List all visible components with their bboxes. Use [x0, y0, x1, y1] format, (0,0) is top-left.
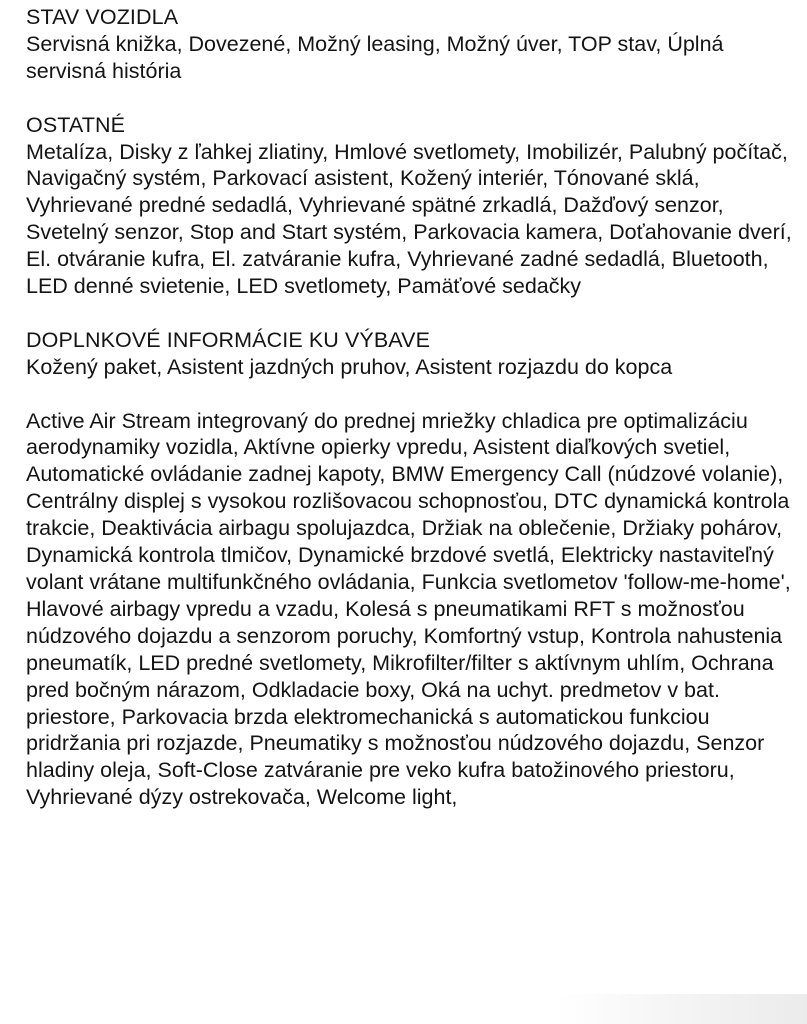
vehicle-listing-text	[26, 4, 801, 811]
section-additional-info	[26, 327, 801, 381]
section-text-other-equipment: Metalíza, Disky z ľahkej zliatiny, Hmlové svetlomety, Imobilizér, Palubný počítač, Navigačný systém, Parkovací asistent, Kožený interiér, Tónované sklá, Vyhrievané predné sedadlá, Vyhrievané spätné zrkadlá, Dažďový senzor, Svetelný senzor, Stop and Start systém, Parkovacia kamera, Doťahovanie dverí, El. otváranie kufra, El. zatváranie kufra, Vyhrievané zadné sedadlá, Bluetooth, LED denné svietenie, LED svetlomety, Pamäťové sedačky	[26, 139, 792, 299]
section-title-vehicle-condition: STAV VOZIDLA	[26, 5, 179, 29]
section-title-other-equipment: OSTATNÉ	[26, 112, 126, 137]
equipment-details-paragraph: Active Air Stream integrovaný do prednej mriežky chladica pre optimalizáciu aerodynamiky vozidla, Aktívne opierky vpredu, Asistent diaľkových svetiel, Automatické ovládanie zadnej kapoty, BMW Emergency Call (núdzové volanie), Centrálny displej s vysokou rozlišovacou schopnosťou, DTC dynamická kontrola trakcie, Deaktivácia airbagu spolujazdca, Držiak na oblečenie, Držiaky pohárov, Dynamická kontrola tlmičov, Dynamické brzdové svetlá, Elektricky nastaviteľný volant vrátane multifunkčného ovládania, Funkcia svetlometov 'follow-me-home', Hlavové airbagy vpredu a vzadu, Kolesá s pneumatikami RFT s možnosťou núdzového dojazdu a senzorom poruchy, Komfortný vstup, Kontrola nahustenia pneumatík, LED predné svetlomety, Mikrofilter/filter s aktívnym uhlím, Ochrana pred bočným nárazom, Odkladacie boxy, Oká na uchyt. predmetov v bat. priestore, Parkovacia brzda elektromechanická s automatickou funkciou pridržania pri rozjazde, Pneumatiky s možnosťou núdzového dojazdu, Senzor hladiny oleja, Soft-Close zatváranie pre veko kufra batožinového priestoru, Vyhrievané dýzy ostrekovača, Welcome light,	[26, 408, 791, 810]
section-title-additional-info: DOPLNKOVÉ INFORMÁCIE KU VÝBAVE	[26, 327, 431, 352]
section-vehicle-condition	[26, 4, 801, 85]
section-text-vehicle-condition: Servisná knižka, Dovezené, Možný leasing, Možný úver, TOP stav, Úplná servisná história	[26, 31, 724, 83]
watermark-smudge	[557, 994, 807, 1024]
section-text-additional-info: Kožený paket, Asistent jazdných pruhov, Asistent rozjazdu do kopca	[26, 354, 673, 379]
section-other-equipment	[26, 112, 801, 300]
